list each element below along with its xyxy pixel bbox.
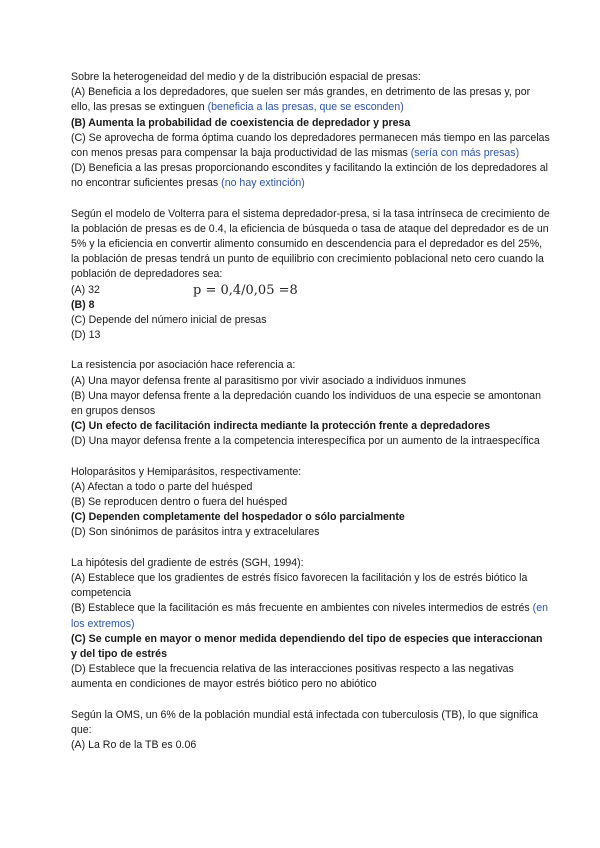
option-d: (D) 13 xyxy=(71,329,101,342)
correction-note: (sería con más presas) xyxy=(410,147,520,160)
option-c-correct: (C) Dependen completamente del hospedador o sólo parcialmente xyxy=(71,511,405,524)
option-c: (C) Se aprovecha de forma óptima cuando los depredadores permanecen más tiempo en las parcelas con menos presas para compensar la baja productividad de las mismas (sería con más presas) xyxy=(71,131,550,160)
correction-note: (beneficia a las presas, que se esconden) xyxy=(207,101,404,114)
option-c-correct: (C) Se cumple en mayor o menor medida dependiendo del tipo de especies que interaccionan y del tipo de estrés xyxy=(71,632,543,660)
question-stem: Holoparásitos y Hemiparásitos, respectivamente: xyxy=(71,465,302,478)
question-6 xyxy=(71,708,551,754)
option-b-correct: (B) Aumenta la probabilidad de coexistencia de depredador y presa xyxy=(71,116,411,129)
correction-note: (en los extremos) xyxy=(71,602,548,630)
option-d: (D) Establece que la frecuencia relativa de las interacciones positivas respecto a las negativas aumenta en condiciones de mayor estrés biótico pero no abiótico xyxy=(71,663,514,691)
question-stem: La resistencia por asociación hace referencia a: xyxy=(71,359,296,372)
option-d: (D) Una mayor defensa frente a la competencia interespecífica por un aumento de la intraespecífica xyxy=(71,435,540,448)
option-b: (B) Se reproducen dentro o fuera del huésped xyxy=(71,496,288,509)
question-3 xyxy=(71,358,551,449)
question-stem: Según el modelo de Volterra para el sistema depredador-presa, si la tasa intrínseca de crecimiento de la población de presas es de 0.4, la eficiencia de búsqueda o tasa de ataque del depredador es de un 5% y la eficiencia en convertir alimento consumido en descendencia para el depredador es del 25%, la población de presas tendrá un punto de equilibrio con crecimiento poblacional neto cero cuando la población de depredadores sea: xyxy=(71,207,550,281)
option-a: (A) Beneficia a los depredadores, que suelen ser más grandes, en detrimento de las presas y, por ello, las presas se extinguen (beneficia a las presas, que se esconden) xyxy=(71,86,531,114)
option-c: (C) Depende del número inicial de presas xyxy=(71,314,267,327)
handwritten-equation: p = 0,4/0,05 =8 xyxy=(193,282,298,298)
option-a: (A) Afectan a todo o parte del huésped xyxy=(71,480,253,493)
option-b-correct: (B) 8 xyxy=(71,298,95,311)
option-b: (B) Establece que la facilitación es más frecuente en ambientes con niveles intermedios de estrés (en los extremos) xyxy=(71,602,548,630)
question-5 xyxy=(71,556,551,693)
option-c-correct: (C) Un efecto de facilitación indirecta mediante la protección frente a depredadores xyxy=(71,420,491,433)
question-stem: La hipótesis del gradiente de estrés (SGH, 1994): xyxy=(71,556,304,569)
question-2 xyxy=(71,207,551,344)
question-stem: Según la OMS, un 6% de la población mundial está infectada con tuberculosis (TB), lo que significa que: xyxy=(71,708,538,736)
option-a: (A) La Ro de la TB es 0.06 xyxy=(71,738,197,751)
option-b: (B) Una mayor defensa frente a la depredación cuando los individuos de una especie se amontonan en grupos densos xyxy=(71,389,541,418)
option-a: (A) Establece que los gradientes de estrés físico favorecen la facilitación y los de estrés biótico la competencia xyxy=(71,571,528,600)
correction-note: (no hay extinción) xyxy=(221,177,305,190)
question-stem: Sobre la heterogeneidad del medio y de la distribución espacial de presas: xyxy=(71,71,421,83)
question-1 xyxy=(71,70,551,192)
option-d: (D) Son sinónimos de parásitos intra y extracelulares xyxy=(71,526,320,539)
question-4 xyxy=(71,465,551,541)
option-d: (D) Beneficia a las presas proporcionando escondites y facilitando la extinción de los depredadores al no encontrar suficientes presas (no hay extinción) xyxy=(71,162,548,190)
option-a: (A) 32 p = 0,4/0,05 =8 xyxy=(71,282,298,298)
document-page xyxy=(71,70,551,768)
option-a: (A) Una mayor defensa frente al parasitismo por vivir asociado a individuos inmunes xyxy=(71,374,467,387)
